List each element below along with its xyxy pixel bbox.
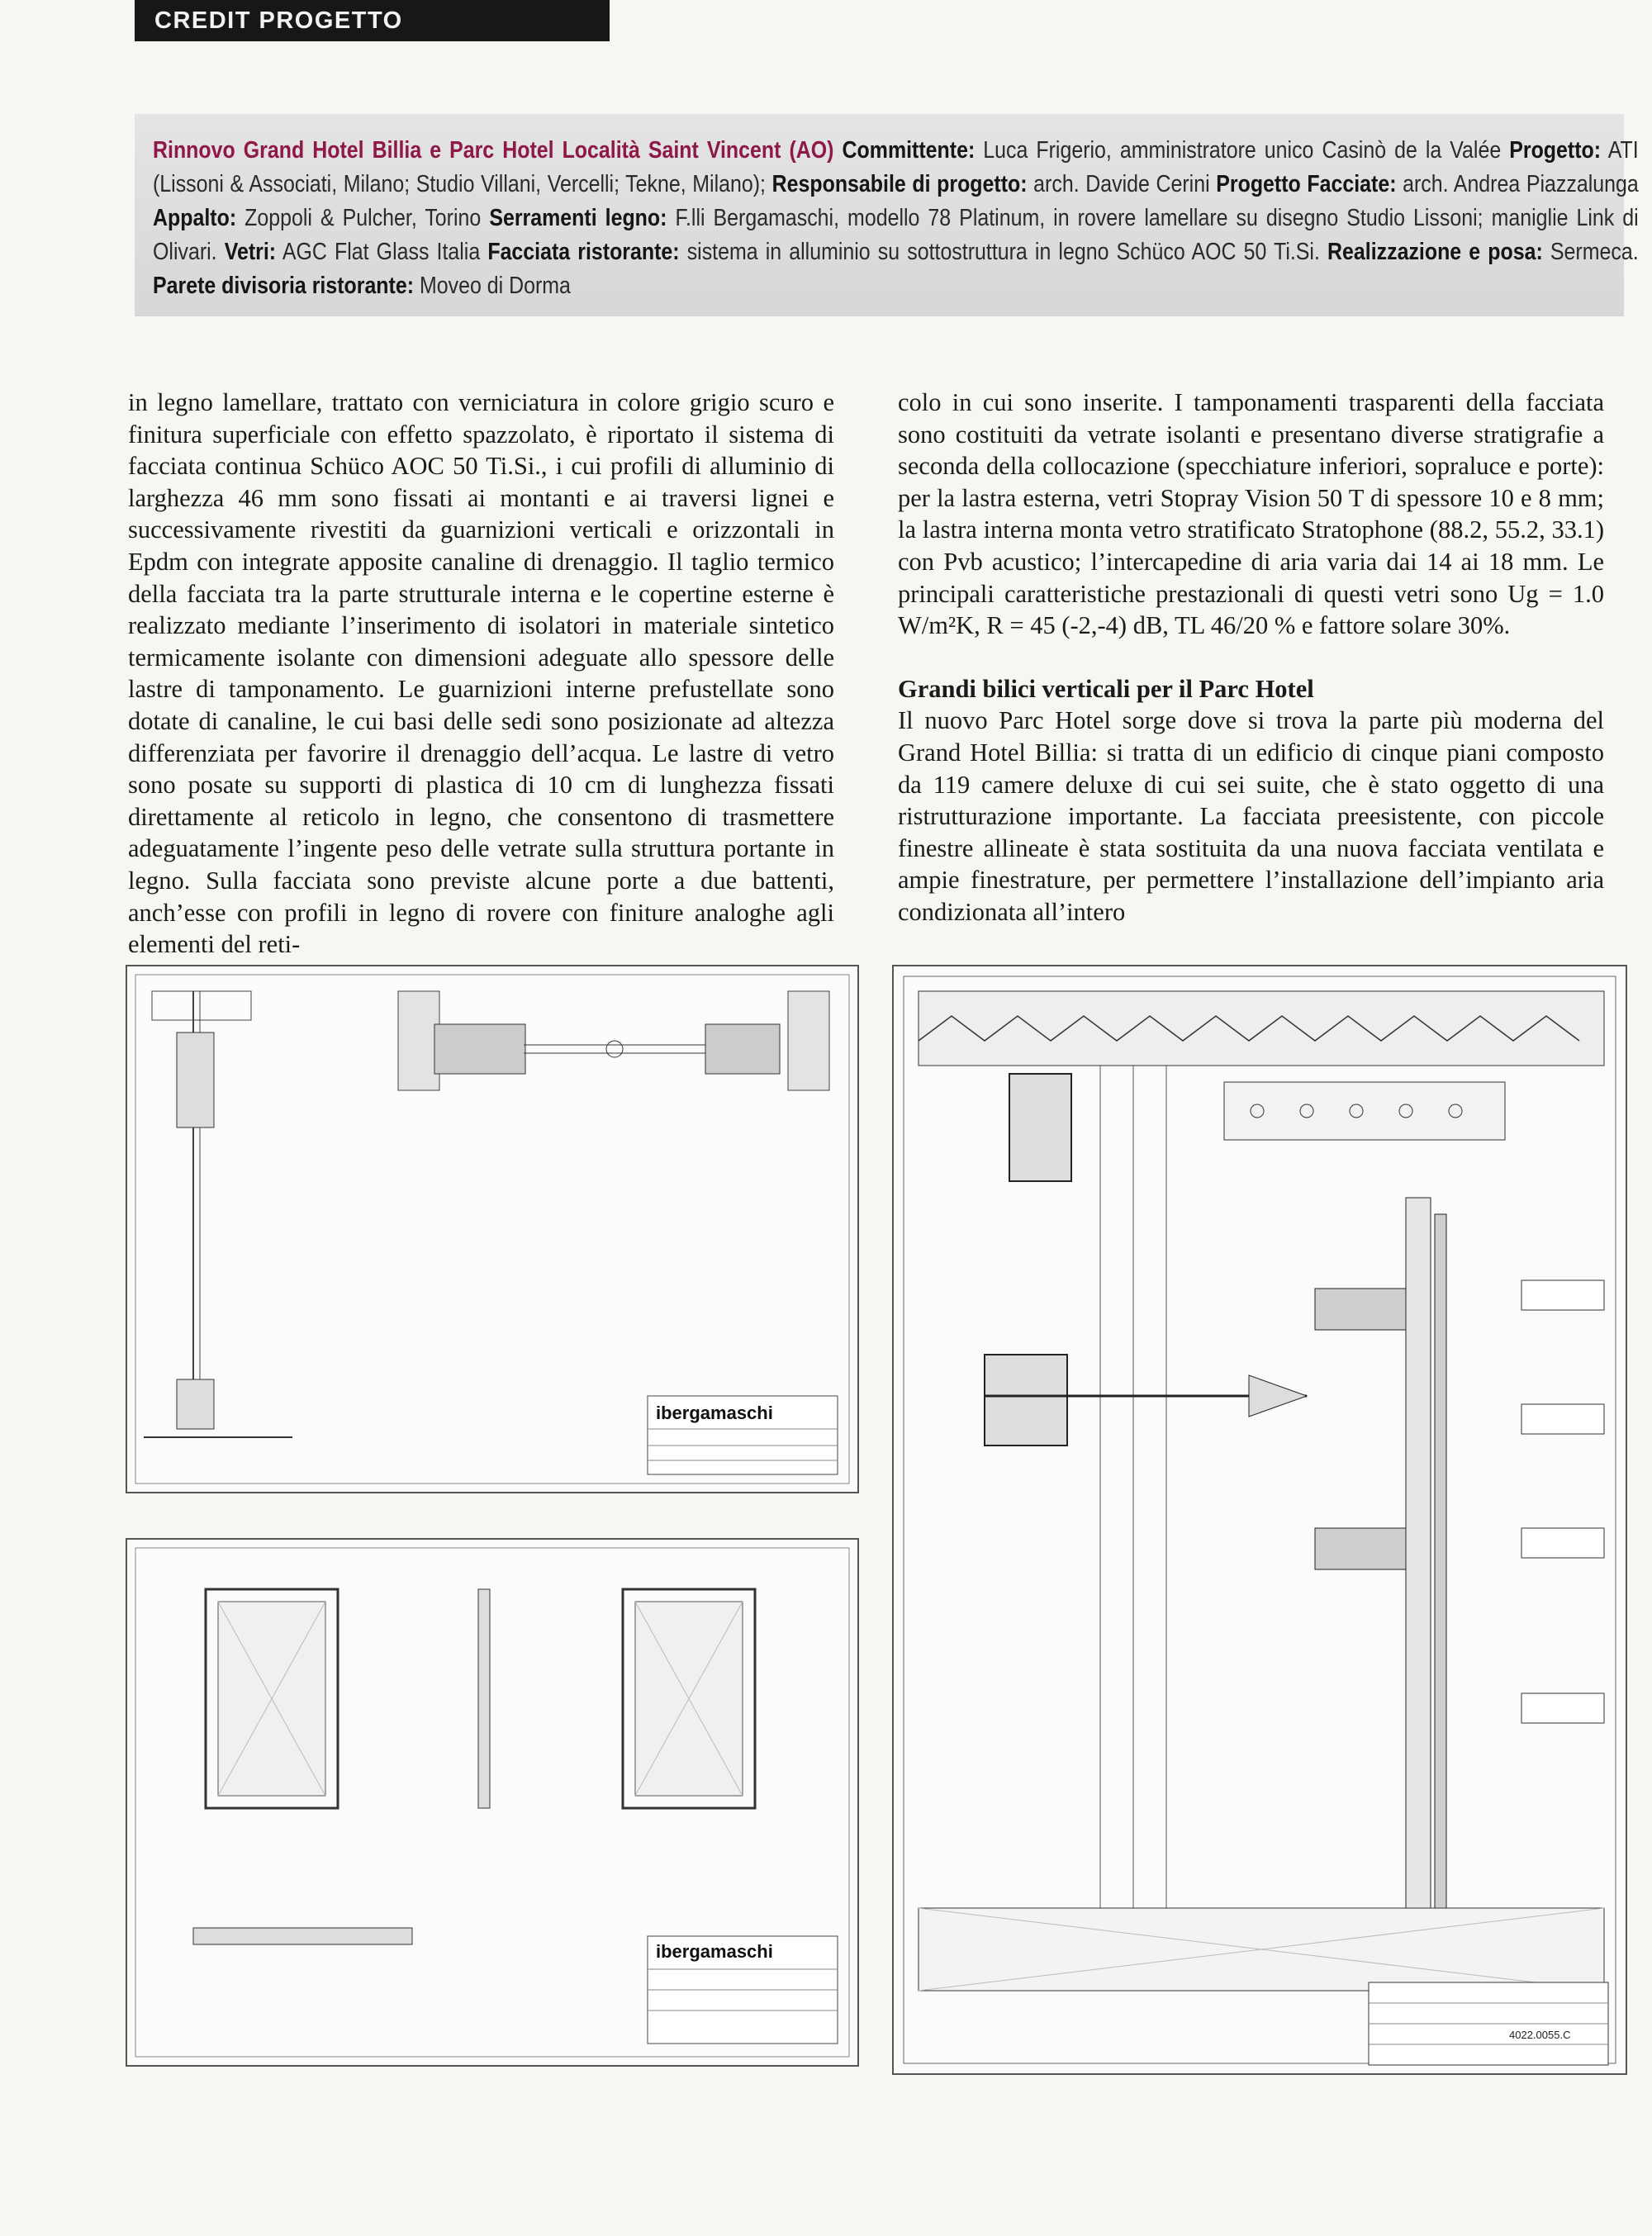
credits-box bbox=[135, 114, 1639, 316]
article-column-right bbox=[898, 387, 1604, 926]
elevation-drawing-svg bbox=[127, 1540, 857, 2065]
body-paragraph: Il nuovo Parc Hotel sorge dove si trova la parte più moderna del Grand Hotel Billia: si tratta di un edificio di cinque piani composto da 119 camere deluxe di cui sei suite, che è stato oggetto di una ristrutturazione importante. La facciata preesistente, con piccole finestre allineate è stata sostituita da una nuova facciata ventilata e ampie finestrature, per permettere l’installazione dell’impianto aria condizionata all’intero bbox=[898, 706, 1604, 926]
section-drawing-svg bbox=[127, 966, 857, 1492]
technical-drawing-sections bbox=[126, 965, 859, 1493]
credit-value: F.lli Bergamaschi, modello 78 Platinum, in rovere lamellare su disegno Studio Lissoni; maniglie Link di Olivari. bbox=[153, 205, 1639, 265]
credit-value: arch. Andrea Piazzalunga bbox=[1403, 171, 1639, 197]
credit-label: Realizzazione e posa: bbox=[1327, 239, 1543, 265]
credit-label: Progetto Facciate: bbox=[1216, 171, 1397, 197]
drawing-logo: ibergamaschi bbox=[656, 1941, 773, 1962]
credit-value: Zoppoli & Pulcher, Torino bbox=[244, 205, 482, 231]
technical-drawing-facade-detail bbox=[892, 965, 1627, 2075]
credits-paragraph bbox=[153, 134, 1639, 303]
article-column-left bbox=[128, 387, 834, 959]
body-paragraph: colo in cui sono inserite. I tamponamenti trasparenti della facciata sono costituiti da vetrate isolanti e presentano diverse stratigrafie a seconda della collocazione (specchiature inferiori, sopraluce e porte): per la lastra esterna, vetri Stopray Vision 50 T di spessore 10 e 8 mm; la lastra interna monta vetro stratificato Stratophone (88.2, 55.2, 33.1) con Pvb acustico; l’intercapedine di aria varia dai 14 ai 18 mm. Le principali caratteristiche prestazionali di questi vetri sono Ug = 1.0 W/m²K, R = 45 (-2,-4) dB, TL 46/20 % e fattore solare 30%. bbox=[898, 388, 1604, 640]
subheading: Grandi bilici verticali per il Parc Hotel bbox=[898, 674, 1314, 703]
credit-label: Appalto: bbox=[153, 205, 237, 231]
drawing-logo: ibergamaschi bbox=[656, 1403, 773, 1423]
credit-label: Committente: bbox=[842, 137, 976, 164]
credit-value: ATI (Lissoni & Associati, Milano; Studio Villani, Vercelli; Tekne, Milano); bbox=[153, 137, 1639, 197]
credit-value: Moveo di Dorma bbox=[419, 273, 571, 299]
credit-value: AGC Flat Glass Italia bbox=[282, 239, 481, 265]
credit-value: Luca Frigerio, amministratore unico Casinò de la Valée bbox=[983, 137, 1502, 164]
credit-value: arch. Davide Cerini bbox=[1033, 171, 1210, 197]
project-title: Rinnovo Grand Hotel Billia e Parc Hotel Località Saint Vincent (AO) bbox=[153, 137, 834, 164]
credit-value: Sermeca. bbox=[1550, 239, 1639, 265]
credit-label: Progetto: bbox=[1509, 137, 1602, 164]
technical-drawing-elevations bbox=[126, 1538, 859, 2067]
credit-label: Parete divisoria ristorante: bbox=[153, 273, 415, 299]
section-header: CREDIT PROGETTO bbox=[135, 0, 610, 41]
body-paragraph: in legno lamellare, trattato con verniciatura in colore grigio scuro e finitura superficiale con effetto spazzolato, è riportato il sistema di facciata continua Schüco AOC 50 Ti.Si., i cui profili di alluminio di larghezza 46 mm sono fissati ai montanti e ai traversi lignei e successivamente rivestiti da guarnizioni verticali e orizzontali in Epdm con integrate apposite canaline di drenaggio. Il taglio termico della facciata tra la parte strutturale interna e le copertine esterne è realizzato mediante l’inserimento di isolatori in materiale sintetico termicamente isolante con dimensioni adeguate allo spessore delle lastre di tamponamento. Le guarnizioni interne prefustellate sono dotate di canaline, le cui basi delle sedi sono posizionate ad altezza differenziata per favorire il drenaggio dell’acqua. Le lastre di vetro sono posate su supporti di plastica di 10 cm di lunghezza fissati direttamente al reticolo in legno, che consentono di trasmettere adeguatamente l’ingente peso delle vetrate sulla struttura portante in legno. Sulla facciata sono previste alcune porte a due battenti, anch’esse con profili in legno di rovere con finiture analoghe agli elementi del reti- bbox=[128, 388, 834, 959]
credit-label: Vetri: bbox=[224, 239, 277, 265]
drawing-code: 4022.0055.C bbox=[1509, 2029, 1571, 2041]
credit-value: sistema in alluminio su sottostruttura in legno Schüco AOC 50 Ti.Si. bbox=[686, 239, 1320, 265]
credit-label: Responsabile di progetto: bbox=[771, 171, 1028, 197]
facade-detail-svg bbox=[894, 966, 1626, 2073]
credit-label: Facciata ristorante: bbox=[487, 239, 680, 265]
credit-label: Serramenti legno: bbox=[489, 205, 667, 231]
